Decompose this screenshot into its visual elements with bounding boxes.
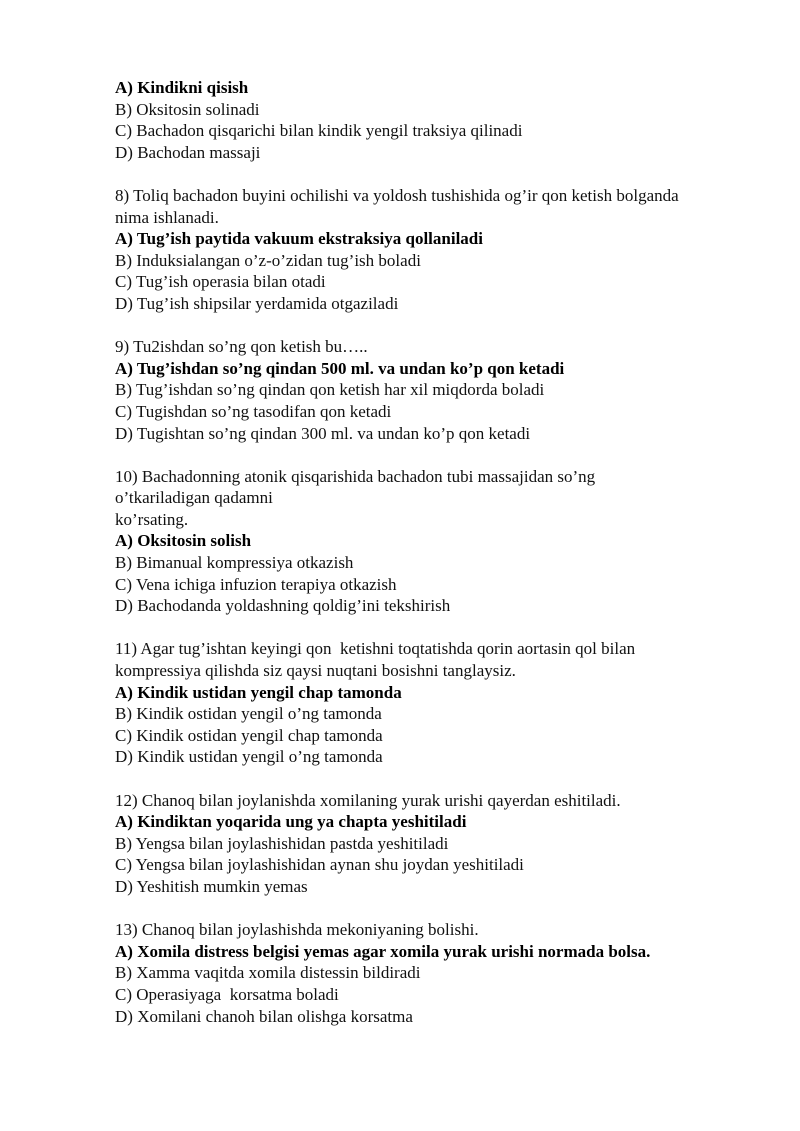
option-a-correct: A) Tug’ishdan so’ng qindan 500 ml. va undan ko’p qon ketadi [115,358,565,378]
question-text: ko’rsating. [115,509,189,529]
option-b: B) Kindik ostidan yengil o’ng tamonda [115,704,382,724]
question-10 [115,466,765,617]
spacer [115,617,765,639]
option-b: B) Oksitosin solinadi [115,99,260,119]
option-d: D) Tug’ish shipsilar yerdamida otgaziladi [115,293,399,313]
option-c: C) Kindik ostidan yengil chap tamonda [115,725,383,745]
option-c: C) Vena ichiga infuzion terapiya otkazish [115,574,397,594]
option-d: D) Xomilani chanoh bilan olishga korsatma [115,1006,413,1026]
spacer [115,898,765,920]
question-7-options [115,77,765,163]
option-a-correct: A) Kindikni qisish [115,78,249,97]
option-b: B) Bimanual kompressiya otkazish [115,553,354,573]
option-b: B) Yengsa bilan joylashishidan pastda yeshitiladi [115,833,449,853]
question-text: 12) Chanoq bilan joylanishda xomilaning yurak urishi qayerdan eshitiladi. [115,790,621,810]
option-c: C) Operasiyaga korsatma boladi [115,984,339,1004]
option-b: B) Induksialangan o’z-o’zidan tug’ish boladi [115,250,421,270]
question-text: kompressiya qilishda siz qaysi nuqtani bosishni tanglaysiz. [115,661,516,681]
question-text: 11) Agar tug’ishtan keyingi qon ketishni toqtatishda qorin aortasin qol bilan [115,639,636,659]
option-a-correct: A) Kindiktan yoqarida ung ya chapta yeshitiladi [115,812,467,832]
option-c: C) Bachadon qisqarichi bilan kindik yengil traksiya qilinadi [115,121,523,141]
option-a-correct: A) Tug’ish paytida vakuum ekstraksiya qollaniladi [115,229,483,249]
option-c: C) Tugishdan so’ng tasodifan qon ketadi [115,401,392,421]
question-13 [115,919,765,1027]
question-9 [115,336,765,444]
question-12 [115,790,765,898]
question-text: 9) Tu2ishdan so’ng qon ketish bu….. [115,337,368,357]
question-text: 8) Toliq bachadon buyini ochilishi va yoldosh tushishida og’ir qon ketish bolganda [115,185,679,205]
option-a-correct: A) Kindik ustidan yengil chap tamonda [115,682,402,702]
option-c: C) Tug’ish operasia bilan otadi [115,272,326,292]
question-8 [115,185,765,315]
question-text: nima ishlanadi. [115,207,219,227]
option-d: D) Bachodan massaji [115,142,261,162]
question-11 [115,638,765,768]
option-b: B) Tug’ishdan so’ng qindan qon ketish har xil miqdorda boladi [115,380,545,400]
question-text: 13) Chanoq bilan joylashishda mekoniyaning bolishi. [115,920,479,940]
option-d: D) Bachodanda yoldashning qoldig’ini tekshirish [115,596,451,616]
option-d: D) Kindik ustidan yengil o’ng tamonda [115,747,383,767]
document-page [115,77,765,1027]
option-d: D) Tugishtan so’ng qindan 300 ml. va undan ko’p qon ketadi [115,423,531,443]
spacer [115,163,765,185]
option-a-correct: A) Oksitosin solish [115,531,252,551]
spacer [115,444,765,466]
question-text: 10) Bachadonning atonik qisqarishida bachadon tubi massajidan so’ng [115,466,596,486]
option-b: B) Xamma vaqitda xomila distessin bildiradi [115,963,421,983]
spacer [115,315,765,337]
question-text: o’tkariladigan qadamni [115,488,273,508]
spacer [115,768,765,790]
option-d: D) Yeshitish mumkin yemas [115,876,308,896]
option-c: C) Yengsa bilan joylashishidan aynan shu joydan yeshitiladi [115,855,524,875]
option-a-correct: A) Xomila distress belgisi yemas agar xomila yurak urishi normada bolsa. [115,941,651,961]
